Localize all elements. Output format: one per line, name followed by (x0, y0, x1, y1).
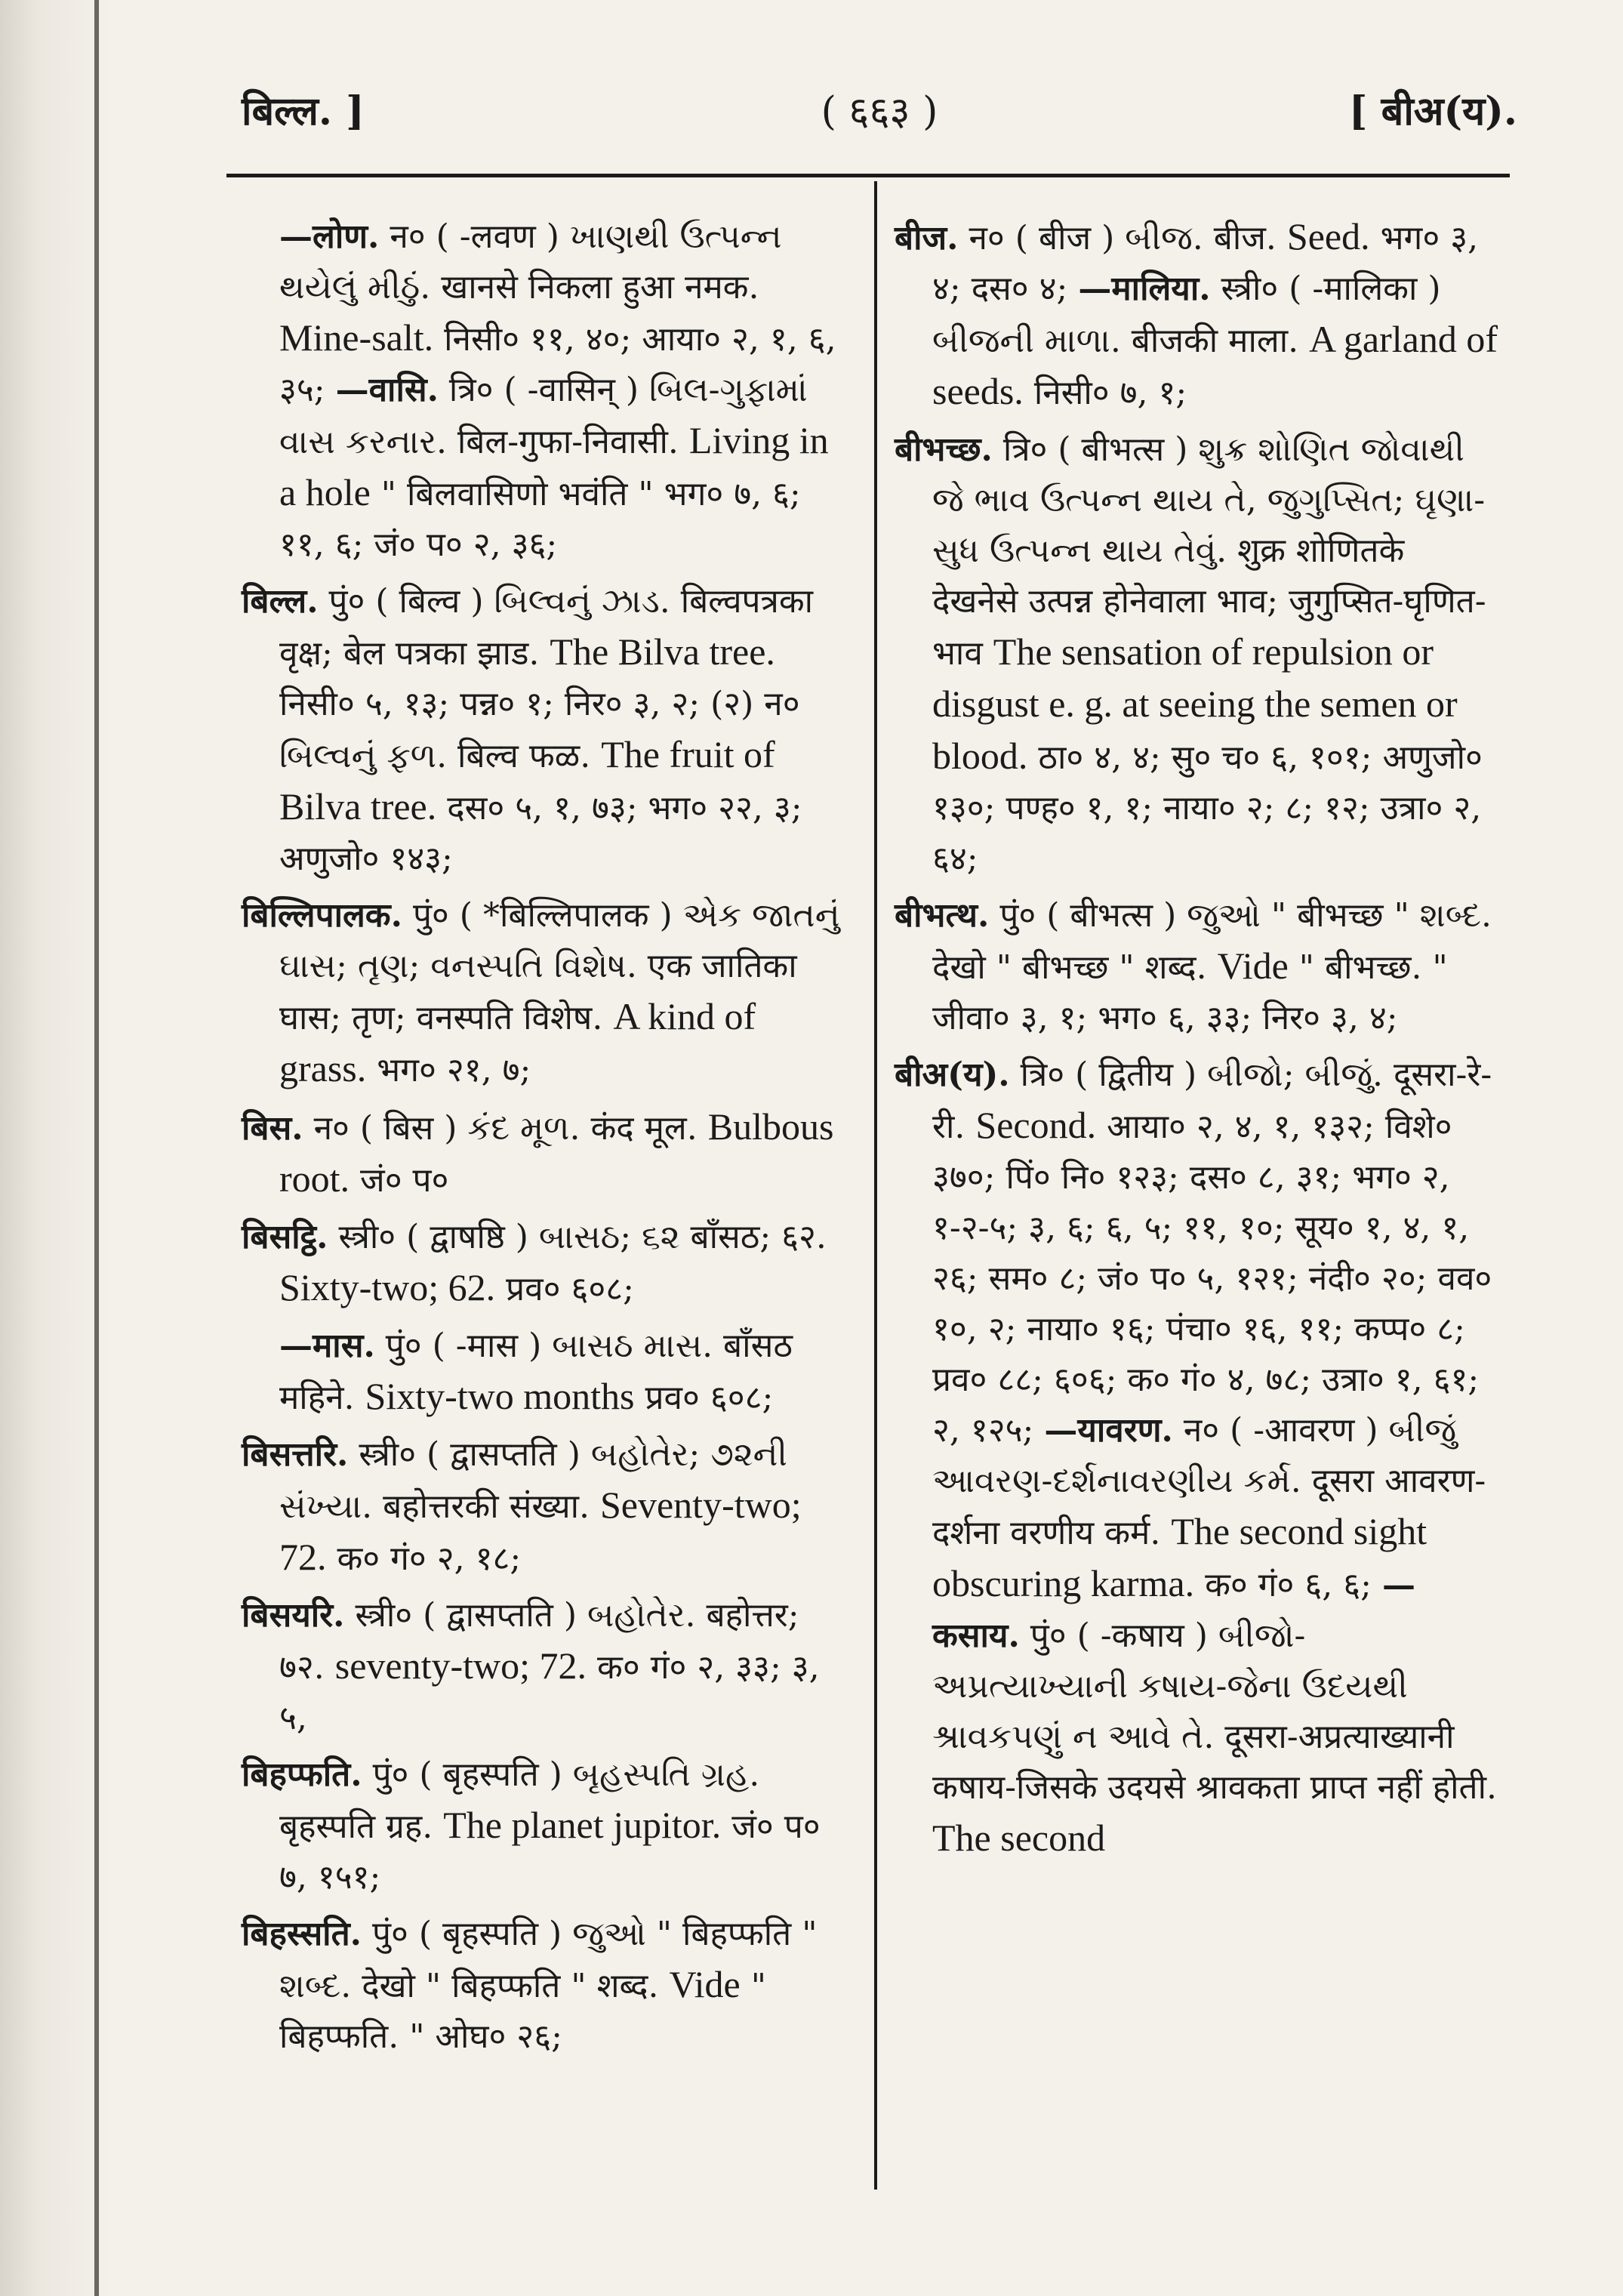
definition: न० ( बीज ) બીજ. बीज. (969, 219, 1277, 257)
headword: बिहस्सति. (242, 1915, 362, 1953)
references: क० गं० २, १८; (337, 1539, 522, 1578)
headword: बिसयरि. (242, 1596, 345, 1635)
headword: बीभच्छ. (895, 430, 993, 469)
headword: बीअ(य). (895, 1056, 1010, 1094)
definition: स्त्री० ( द्वासप्तति ) બહોતેર. बहोत्तर; ७२. (279, 1596, 799, 1687)
dictionary-subentry (279, 211, 845, 570)
dictionary-entry (242, 1429, 845, 1584)
dictionary-entry (242, 1212, 845, 1314)
dictionary-entry (242, 1909, 845, 2062)
headword: —मास. (279, 1327, 375, 1365)
english-gloss: The Bilva tree. (550, 630, 775, 673)
headword: बिल्लिपालक. (242, 896, 402, 935)
english-gloss: Second. (975, 1104, 1097, 1146)
definition: न० ( बिस ) કંદ મૂળ. कंद मूल. (313, 1109, 698, 1148)
header-right-guideword: [ बीअ(य). (1348, 88, 1517, 134)
header-left-guideword: बिल्ल. ] (242, 88, 365, 134)
references: प्रव० ६०८; (645, 1379, 774, 1417)
definition: त्रि० ( बीभत्स ) શુક્ર શોણિત જોવાથી જે ભાવ ઉત્પન્ન થાય તે, જુગુપ્સિત; ઘૃણા-સુધ ઉત્પન્ન થાય તેવું. शुक्र शोणितके देखनेसे उत्पन्न होनेवाला भाव; जुगुप्सित-घृणित-भाव (932, 430, 1486, 673)
english-gloss: The sensation of repulsion or disgust e. g. at seeing the semen or blood. (932, 630, 1458, 777)
dictionary-entry (242, 890, 845, 1096)
references: निसी० ७, १; (1033, 374, 1187, 412)
references: भग० ३, ४; दस० ४; (932, 219, 1479, 308)
english-gloss: Living in a hole (279, 419, 829, 513)
english-gloss: Seventy-two; 72. (279, 1484, 802, 1578)
definition: स्त्री० ( द्वासप्तति ) બહોતેર; ૭૨ની સંખ્યા. बहोत्तरकी संख्या. (279, 1435, 788, 1526)
references: निसी० ५, १३; पन्न० १; निर० ३, २; (२) न० બિલ્વનું ફળ. बिल्व फळ. (279, 685, 800, 775)
references: " बिहप्फति. " ओघ० २६; (279, 1967, 766, 2056)
english-gloss: A kind of grass. (279, 995, 756, 1089)
references: निसी० ११, ४०; आया० २, १, ६, ३५; (279, 320, 836, 409)
english-gloss: Vide (669, 1963, 741, 2005)
english-gloss: Mine-salt. (279, 316, 434, 359)
references: जं० प० (360, 1161, 449, 1200)
references: जं० प० ७, १५१; (279, 1808, 821, 1897)
english-gloss: Sixty-two months (365, 1375, 635, 1417)
headword: —वासि. (335, 371, 439, 409)
headword: —लोण. (279, 217, 380, 256)
dictionary-entry (895, 890, 1498, 1043)
dictionary-entry (895, 1049, 1498, 1865)
headword: —यावरण. (1044, 1411, 1173, 1450)
references: आया० २, ४, १, १३२; विशे० ३७०; पिं० नि० १२३; दस० ८, ३१; भग० २, १-२-५; ३, ६; ६, ५; ११, १०; सूय० १, ४, १, २६; सम० ८; जं० प० ५, १२१; नंदी० २०; वव० १०, २; नाया० १६; पंचा० १६, ११; कप्प० ८; प्रव० ८८; ६०६; क० गं० ४, ७८; उत्रा० १, ६१; २, १२५; (932, 1108, 1492, 1450)
header-rule (226, 174, 1510, 177)
dictionary-entry (895, 211, 1498, 418)
references: " बिलवासिणो भवंति " भग० ७, ६; ११, ६; जं० प० २, ३६; (279, 475, 801, 564)
references: प्रव० ६०८; (506, 1270, 634, 1308)
binding-edge (94, 0, 99, 2296)
headword: बिस. (242, 1109, 303, 1148)
english-gloss: Seed. (1286, 215, 1370, 257)
headword: बीभत्थ. (895, 896, 990, 935)
english-gloss: Bulbous root. (279, 1105, 834, 1200)
definition: पुं० ( *बिल्लिपालक ) એક જાતનું ઘાસ; તૃણ; વનસ્પતિ વિશેષ. एक जातिका घास; तृण; वनस्पति विशेष. (279, 896, 840, 1037)
definition: त्रि० ( -वासिन् ) બિલ-ગુફામાં વાસ કરનાર. बिल-गुफा-निवासी. (279, 371, 808, 461)
definition: पुं० ( -मास ) બાસઠ માસ. बाँसठ महिने. (279, 1327, 793, 1417)
english-gloss: Sixty-two; 62. (279, 1266, 496, 1308)
definition: न० ( -आवरण ) બીજું આવરણ-દર્શનાવરણીય કર્મ. दूसरा आवरण-दर्शना वरणीय कर्म. (932, 1411, 1486, 1552)
dictionary-entry (242, 576, 845, 884)
column-divider (874, 181, 877, 2190)
references: ठा० ४, ४; सु० च० ६, १०१; अणुजो० १३०; पण्ह० १, १; नाया० २; ८; १२; उत्रा० २, ६४; (932, 738, 1483, 878)
right-column (895, 211, 1498, 1871)
dictionary-entry (242, 1102, 845, 1206)
definition: पुं० ( बृहस्पति ) જુઓ " बिहप्फति " શબ્દ. देखो " बिहप्फति " शब्द. (279, 1915, 818, 2005)
definition: स्त्री० ( -मालिका ) બીજની માળા. बीजकी माला. (932, 270, 1441, 360)
english-gloss: The fruit of Bilva tree. (279, 733, 775, 827)
page-header (242, 83, 1517, 143)
definition: न० ( -लवण ) ખાણથી ઉત્પન્ન થયેલું મીઠું. खानसे निकला हुआ नमक. (279, 217, 782, 307)
headword: —मालिया. (1078, 270, 1211, 308)
references: क० गं० २, ३३; ३, ५, (279, 1648, 820, 1737)
english-gloss: The planet jupitor. (443, 1804, 722, 1846)
headword: बिल्ल. (242, 582, 319, 621)
headword: बीज. (895, 219, 959, 257)
dictionary-entry (242, 1749, 845, 1903)
english-gloss: seventy-two; 72. (334, 1644, 587, 1687)
references: दस० ५, १, ७३; भग० २२, ३; अणुजो० १४३; (279, 789, 802, 878)
headword: —कसाय. (932, 1566, 1415, 1655)
headword: बिहप्फति. (242, 1755, 362, 1794)
definition: पुं० ( बृहस्पति ) બૃહસ્પતિ ગ્રહ. बृहस्पति ग्रह. (279, 1755, 760, 1846)
definition: पुं० ( बिल्व ) બિલ્વનું ઝાડ. बिल्वपत्रका वृक्ष; बेल पत्रका झाड. (279, 582, 814, 673)
english-gloss: The second (932, 1817, 1106, 1859)
definition: पुं० ( बीभत्स ) જુઓ " बीभच्छ " શબ્દ. देखो " बीभच्छ " शब्द. (932, 896, 1492, 987)
headword: बिसट्ठि. (242, 1218, 328, 1256)
english-gloss: A garland of seeds. (932, 318, 1498, 412)
dictionary-entry (895, 424, 1498, 884)
page-number: ( ६६३ ) (821, 89, 938, 134)
dictionary-subentry (279, 1321, 845, 1423)
headword: बिसत्तरि. (242, 1435, 349, 1474)
english-gloss: The second sight obscuring karma. (932, 1510, 1427, 1604)
english-gloss: Vide (1217, 945, 1289, 987)
definition: त्रि० ( द्वितीय ) બીજો; બીજું. दूसरा-रे-री. (932, 1056, 1492, 1146)
references: भग० २१, ७; (377, 1051, 531, 1089)
references: " बीभच्छ. " जीवा० ३, १; भग० ६, ३३; निर० ३, ४; (932, 948, 1448, 1037)
left-column (242, 211, 845, 2068)
definition: पुं० ( -कषाय ) બીજો-અપ્રત્યાખ્યાની કષાય-જેના ઉદયથી શ્રાવકપણું ન આવે તે. दूसरा-अप्रत्याख्यानी कषाय-जिसके उदयसे श्रावकता प्राप्त नहीं होती. (932, 1616, 1498, 1807)
dictionary-entry (242, 1590, 845, 1743)
references: क० गं० ६, ६; (1205, 1566, 1372, 1604)
definition: स्त्री० ( द्वाषष्ठि ) બાસઠ; ૬૨ बाँसठ; ६२. (338, 1218, 827, 1256)
